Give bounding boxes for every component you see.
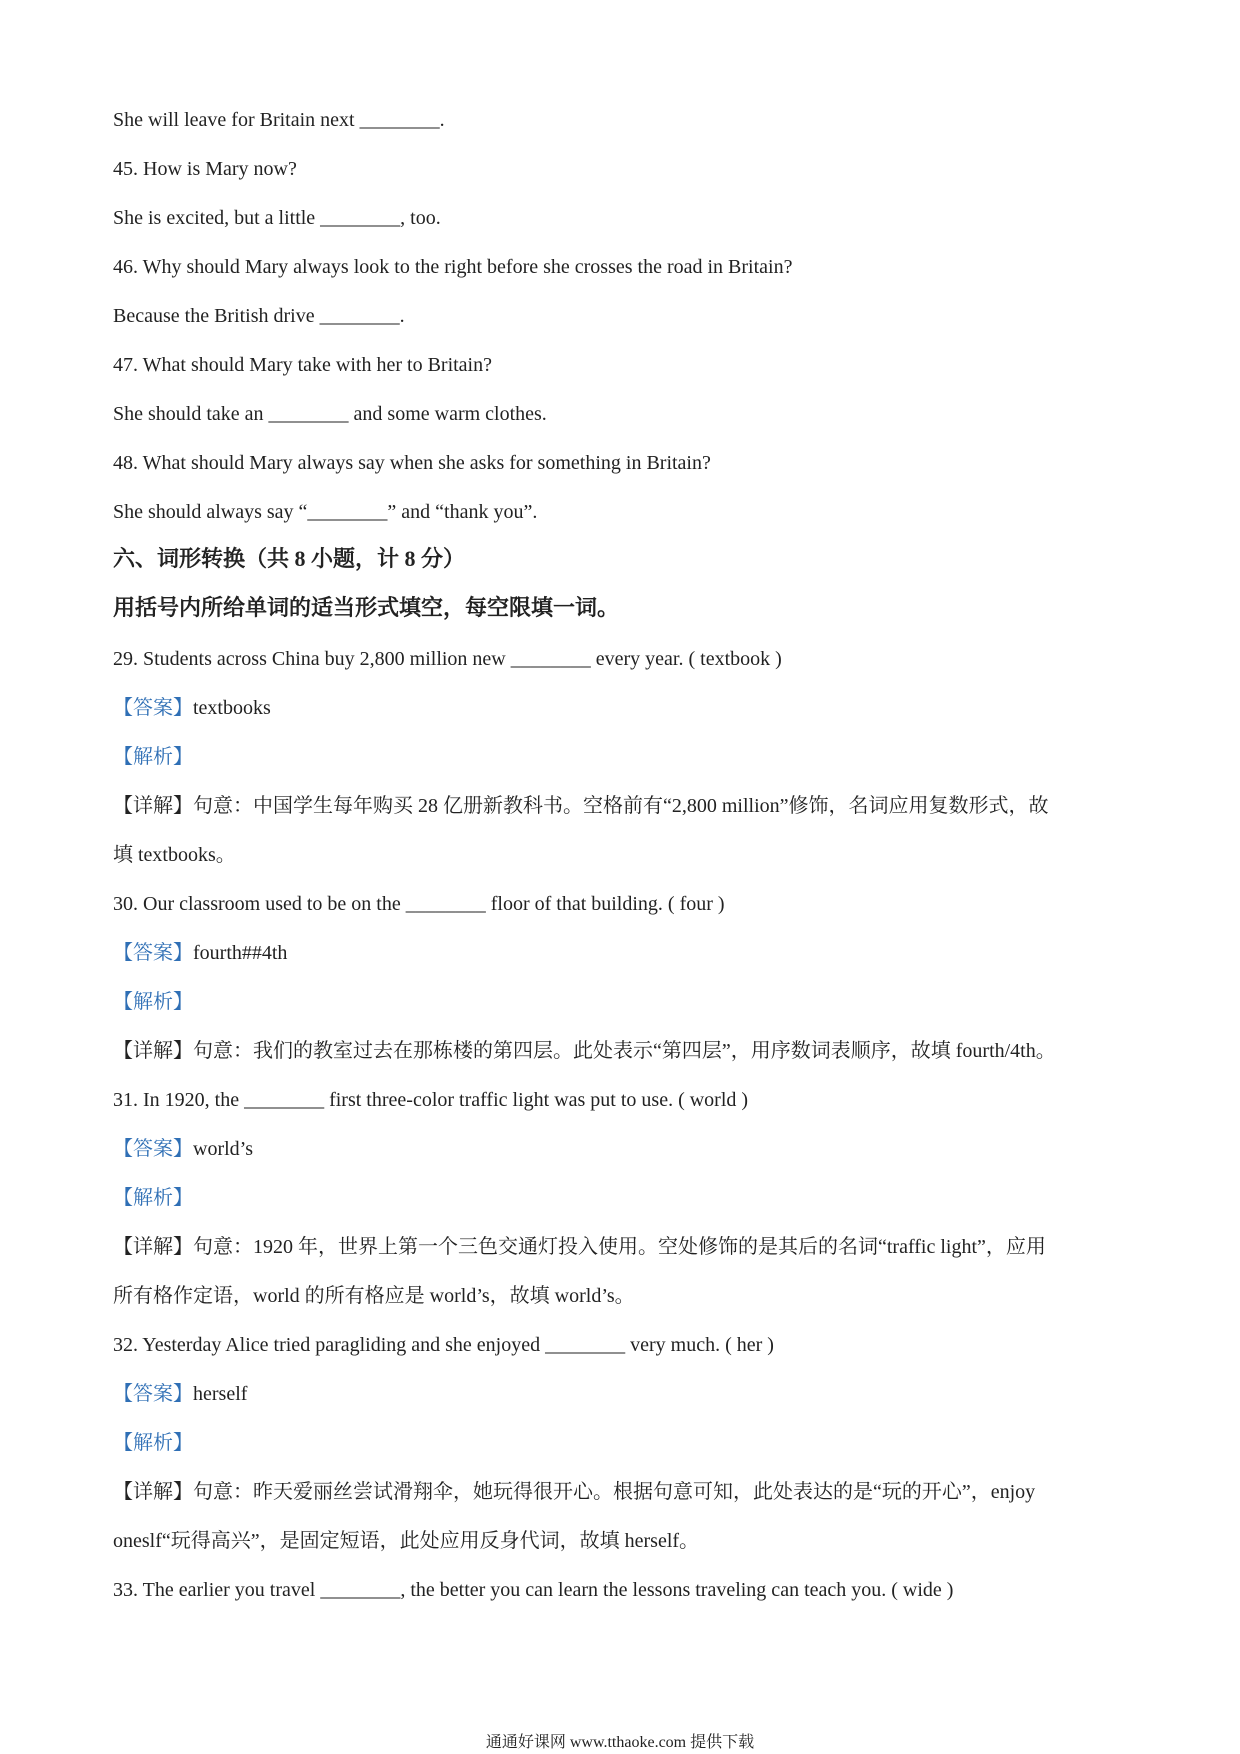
question-32: 32. Yesterday Alice tried paragliding and she enjoyed ________ very much. ( her ) (113, 1334, 774, 1356)
analysis-label: 【解析】 (113, 1187, 193, 1209)
answer-31 (113, 1136, 253, 1162)
question-47: 47. What should Mary take with her to Britain? (113, 354, 492, 376)
answer-label: 【答案】 (113, 1383, 193, 1405)
answer-30 (113, 940, 287, 966)
text-line: She should take an ________ and some warm clothes. (113, 403, 547, 425)
answer-label: 【答案】 (113, 942, 193, 964)
detail-text: 句意：我们的教室过去在那栋楼的第四层。此处表示“第四层”，用序数词表顺序，故填 fourth/4th。 (193, 1040, 1056, 1062)
analysis-label: 【解析】 (113, 1432, 193, 1454)
answer-label: 【答案】 (113, 697, 193, 719)
question-48: 48. What should Mary always say when she asks for something in Britain? (113, 452, 711, 474)
answer-text: world’s (193, 1138, 253, 1160)
detail-29 (113, 793, 1049, 819)
analysis-29 (113, 744, 193, 770)
detail-text: 句意：昨天爱丽丝尝试滑翔伞，她玩得很开心。根据句意可知，此处表达的是“玩的开心”，enjoy (193, 1481, 1036, 1503)
detail-text: 句意：1920 年，世界上第一个三色交通灯投入使用。空处修饰的是其后的名词“traffic light”，应用 (193, 1236, 1046, 1258)
page-footer: 通通好课网 www.tthaoke.com 提供下载 (485, 1734, 755, 1751)
detail-32 (113, 1479, 1035, 1505)
analysis-label: 【解析】 (113, 746, 193, 768)
analysis-30 (113, 989, 193, 1015)
detail-label: 【详解】 (113, 795, 193, 817)
answer-text: textbooks (193, 697, 271, 719)
detail-label: 【详解】 (113, 1481, 193, 1503)
answer-29 (113, 695, 271, 721)
detail-31 (113, 1234, 1046, 1260)
detail-text: 句意：中国学生每年购买 28 亿册新教科书。空格前有“2,800 million”修饰，名词应用复数形式，故 (193, 795, 1049, 817)
section-instruction: 用括号内所给单词的适当形式填空，每空限填一词。 (113, 595, 620, 620)
text-line: She will leave for Britain next ________. (113, 109, 445, 131)
text-line: Because the British drive ________. (113, 305, 405, 327)
text-line: She should always say “________” and “thank you”. (113, 501, 538, 523)
detail-29-cont: 填 textbooks。 (113, 844, 236, 866)
question-45: 45. How is Mary now? (113, 158, 297, 180)
answer-label: 【答案】 (113, 1138, 193, 1160)
question-46: 46. Why should Mary always look to the right before she crosses the road in Britain? (113, 256, 793, 278)
analysis-31 (113, 1185, 193, 1211)
detail-label: 【详解】 (113, 1040, 193, 1062)
text-line: She is excited, but a little ________, too. (113, 207, 441, 229)
analysis-label: 【解析】 (113, 991, 193, 1013)
detail-31-cont: 所有格作定语，world 的所有格应是 world’s，故填 world’s。 (113, 1285, 635, 1307)
section-title: 六、词形转换（共 8 小题，计 8 分） (113, 546, 466, 571)
answer-text: herself (193, 1383, 248, 1405)
question-29: 29. Students across China buy 2,800 million new ________ every year. ( textbook ) (113, 648, 782, 670)
answer-text: fourth##4th (193, 942, 288, 964)
question-30: 30. Our classroom used to be on the ________ floor of that building. ( four ) (113, 893, 725, 915)
question-31: 31. In 1920, the ________ first three-color traffic light was put to use. ( world ) (113, 1089, 749, 1111)
analysis-32 (113, 1430, 193, 1456)
answer-32 (113, 1381, 247, 1407)
question-33: 33. The earlier you travel ________, the better you can learn the lessons traveling can teach you. ( wide ) (113, 1579, 954, 1601)
detail-30 (113, 1038, 1056, 1064)
detail-32-cont: oneslf“玩得高兴”，是固定短语，此处应用反身代词，故填 herself。 (113, 1530, 700, 1552)
detail-label: 【详解】 (113, 1236, 193, 1258)
